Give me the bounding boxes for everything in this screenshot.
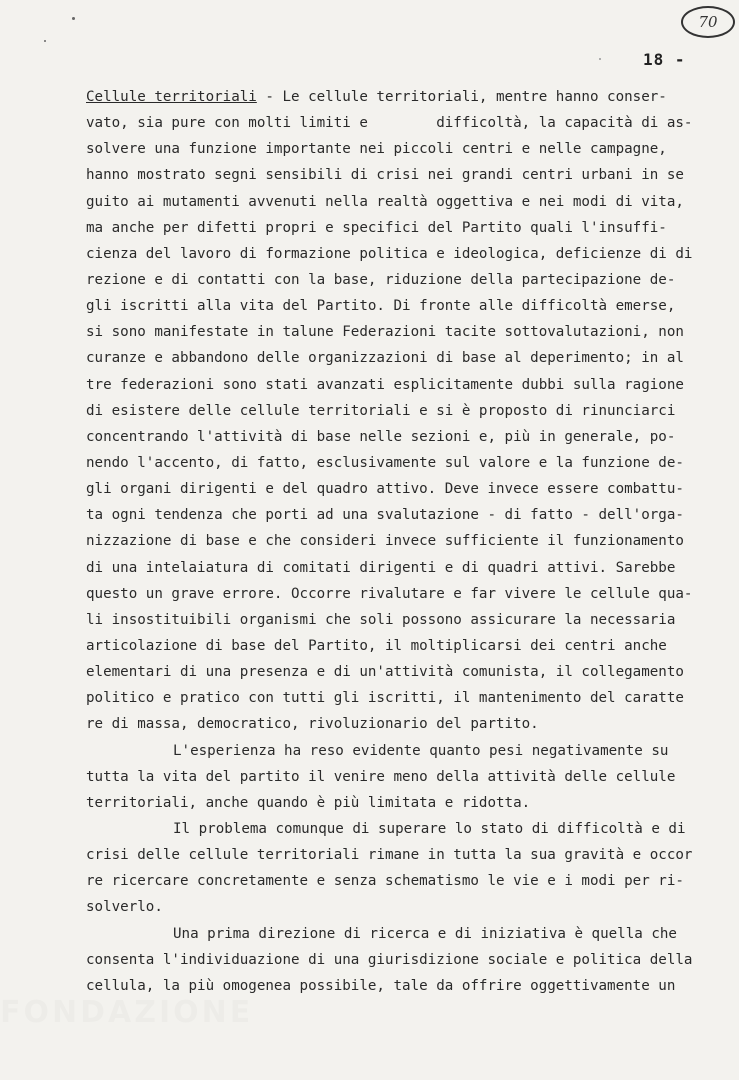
text-line: articolazione di base del Partito, il moltiplicarsi dei centri anche: [86, 637, 667, 654]
text-line: Le cellule territoriali, mentre hanno conser-: [282, 89, 667, 105]
text-line: li insostituibili organismi che soli possono assicurare la necessaria: [86, 611, 676, 628]
text-line: di esistere delle cellule territoriali e si è proposto di rinunciarci: [86, 402, 676, 419]
text-line: rezione e di contatti con la base, riduzione della partecipazione de-: [86, 271, 676, 288]
archive-page-mark-number: 70: [698, 13, 718, 31]
text-line: solvere una funzione importante nei piccoli centri e nelle campagne,: [86, 141, 667, 158]
text-line: curanze e abbandono delle organizzazioni di base al deperimento; in al: [86, 350, 684, 367]
document-body: [86, 84, 726, 999]
text-line: crisi delle cellule territoriali rimane in tutta la sua gravità e occor: [86, 847, 693, 864]
paragraph-heading-line: [86, 84, 726, 110]
text-line: nizzazione di base e che consideri invece sufficiente il funzionamento: [86, 533, 684, 550]
text-line: re ricercare concretamente e senza schematismo le vie e i modi per ri-: [86, 873, 684, 890]
text-line: guito ai mutamenti avvenuti nella realtà oggettiva e nei modi di vita,: [86, 193, 684, 210]
text-line: questo un grave errore. Occorre rivalutare e far vivere le cellule qua-: [86, 585, 693, 602]
text-line: ma anche per difetti propri e specifici del Partito quali l'insuffi-: [86, 219, 667, 236]
text-line: concentrando l'attività di base nelle sezioni e, più in generale, po-: [86, 428, 676, 445]
section-heading: Cellule territoriali: [86, 89, 257, 105]
text-line: tutta la vita del partito il venire meno della attività delle cellule: [86, 768, 676, 785]
text-line: hanno mostrato segni sensibili di crisi nei grandi centri urbani in se: [86, 167, 684, 184]
text-line: di una intelaiatura di comitati dirigenti e di quadri attivi. Sarebbe: [86, 559, 676, 576]
text-line: territoriali, anche quando è più limitata e ridotta.: [86, 794, 531, 811]
text-line: re di massa, democratico, rivoluzionario del partito.: [86, 716, 539, 733]
text-line: elementari di una presenza e di un'attività comunista, il collegamento: [86, 664, 684, 681]
heading-dash: -: [256, 89, 283, 105]
text-line: vato, sia pure con molti limiti e difficoltà, la capacità di as-: [86, 115, 693, 132]
text-line: solverlo.: [86, 899, 163, 916]
scan-speck: [44, 40, 46, 42]
text-line: gli iscritti alla vita del Partito. Di fronte alle difficoltà emerse,: [86, 298, 676, 315]
scan-speck: [72, 17, 75, 20]
text-line: consenta l'individuazione di una giurisdizione sociale e politica della: [86, 951, 693, 968]
text-line: politico e pratico con tutti gli iscritti, il mantenimento del caratte: [86, 690, 684, 707]
text-line: tre federazioni sono stati avanzati esplicitamente dubbi sulla ragione: [86, 376, 684, 393]
page-number: 18 -: [643, 50, 686, 69]
text-line: cienza del lavoro di formazione politica e ideologica, deficienze di di: [86, 245, 693, 262]
text-line: si sono manifestate in talune Federazioni tacite sottovalutazioni, non: [86, 324, 684, 341]
text-line: nendo l'accento, di fatto, esclusivamente sul valore e la funzione de-: [86, 454, 684, 471]
text-line: cellula, la più omogenea possibile, tale da offrire oggettivamente un: [86, 977, 676, 994]
watermark: [0, 995, 253, 1030]
text-line: Una prima direzione di ricerca e di iniziativa è quella che: [173, 925, 677, 942]
text-line: gli organi dirigenti e del quadro attivo. Deve invece essere combattu-: [86, 481, 684, 498]
text-line: ta ogni tendenza che porti ad una svalutazione - di fatto - dell'orga-: [86, 507, 684, 524]
text-line: Il problema comunque di superare lo stato di difficoltà e di: [173, 820, 686, 837]
text-line: L'esperienza ha reso evidente quanto pesi negativamente su: [173, 742, 669, 759]
scan-speck: [599, 58, 601, 60]
archive-page-mark: [681, 6, 735, 38]
